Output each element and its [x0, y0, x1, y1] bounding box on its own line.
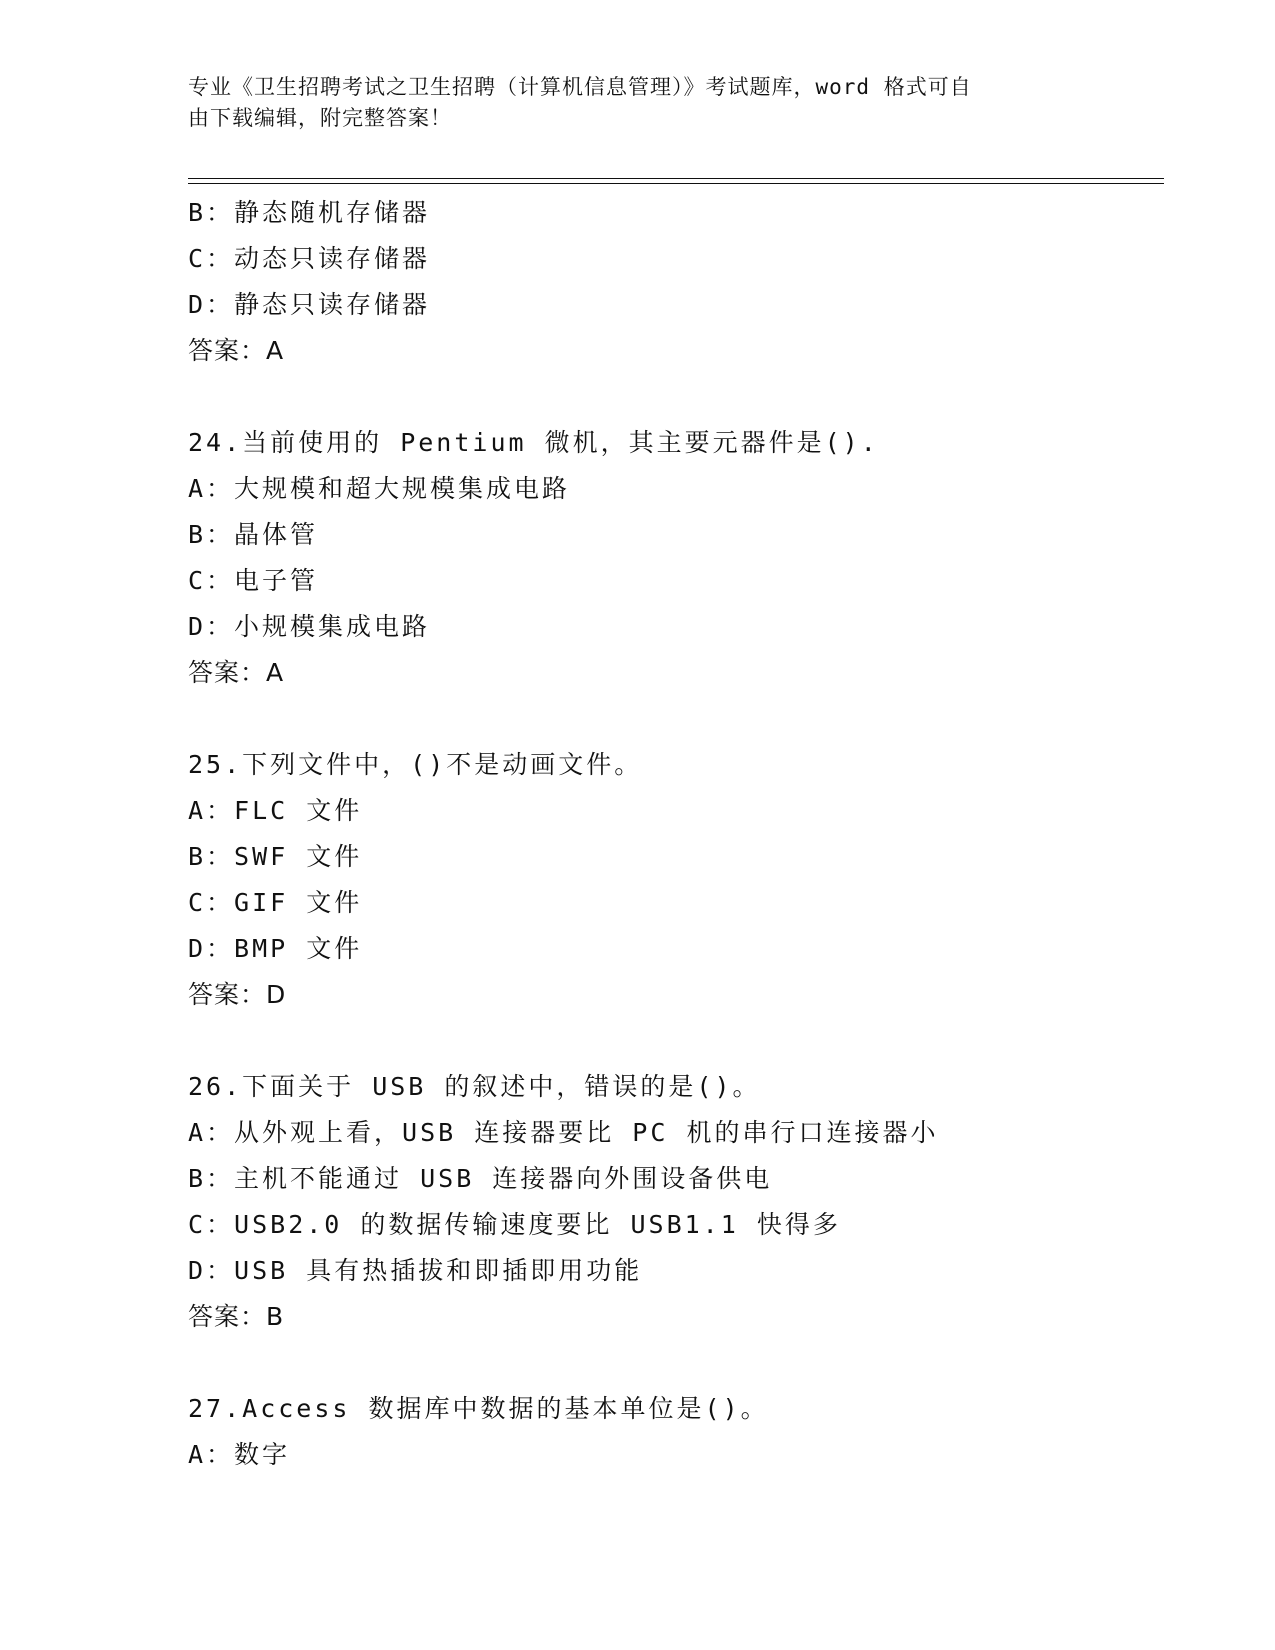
question-block-24 — [188, 420, 1168, 696]
option-a: A：大规模和超大规模集成电路 — [188, 474, 571, 503]
option-b: B：晶体管 — [188, 520, 319, 549]
question-block-25 — [188, 742, 1168, 1018]
question-stem: 24.当前使用的 Pentium 微机，其主要元器件是(). — [188, 428, 879, 457]
option-d: D：静态只读存储器 — [188, 290, 431, 319]
question-block-27 — [188, 1386, 1168, 1478]
spacer — [188, 696, 1168, 742]
option-c: C：电子管 — [188, 566, 319, 595]
spacer — [188, 374, 1168, 420]
spacer — [188, 1018, 1168, 1064]
option-a: A：从外观上看，USB 连接器要比 PC 机的串行口连接器小 — [188, 1118, 939, 1147]
question-block-26 — [188, 1064, 1168, 1340]
option-b: B：静态随机存储器 — [188, 198, 431, 227]
question-stem: 25.下列文件中，()不是动画文件。 — [188, 750, 643, 779]
option-b: B：主机不能通过 USB 连接器向外围设备供电 — [188, 1164, 773, 1193]
header-intro-line-2: 由下载编辑，附完整答案！ — [188, 106, 452, 130]
option-a: A：数字 — [188, 1440, 291, 1469]
spacer — [188, 1340, 1168, 1386]
document-header — [188, 72, 1068, 134]
option-d: D：USB 具有热插拔和即插即用功能 — [188, 1256, 643, 1285]
answer-line: 答案：A — [188, 336, 285, 365]
answer-line: 答案：B — [188, 1302, 285, 1331]
option-c: C：GIF 文件 — [188, 888, 363, 917]
header-intro-line-1: 专业《卫生招聘考试之卫生招聘（计算机信息管理）》考试题库，word 格式可自 — [188, 75, 972, 99]
option-a: A：FLC 文件 — [188, 796, 363, 825]
answer-line: 答案：D — [188, 980, 287, 1009]
option-c: C：USB2.0 的数据传输速度要比 USB1.1 快得多 — [188, 1210, 841, 1239]
option-d: D：小规模集成电路 — [188, 612, 431, 641]
question-list — [188, 190, 1168, 1478]
question-stem: 27.Access 数据库中数据的基本单位是()。 — [188, 1394, 769, 1423]
option-b: B：SWF 文件 — [188, 842, 363, 871]
header-divider-top — [188, 178, 1164, 179]
option-c: C：动态只读存储器 — [188, 244, 431, 273]
question-stem: 26.下面关于 USB 的叙述中，错误的是()。 — [188, 1072, 761, 1101]
header-divider-bottom — [188, 183, 1164, 184]
option-d: D：BMP 文件 — [188, 934, 363, 963]
question-block-23-tail — [188, 190, 1168, 374]
answer-line: 答案：A — [188, 658, 285, 687]
